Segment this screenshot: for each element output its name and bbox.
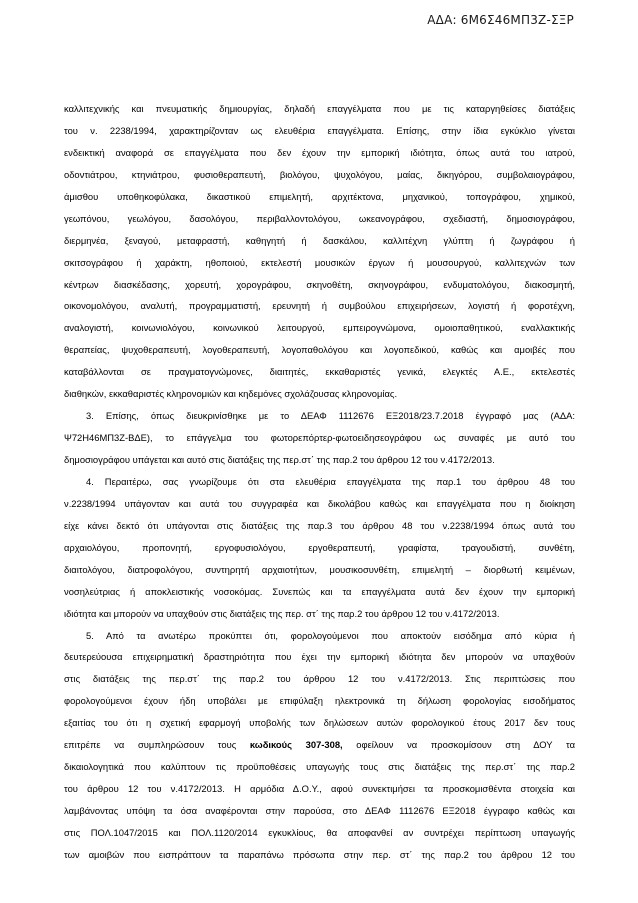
text-line: θεραπείας, ψυχοθεραπευτή, λογοθεραπευτή, λογοπαθολόγου και λογοπεδικού, καθώς και αμοιβές που: [64, 344, 575, 356]
paragraph-end-line: ιδιότητα και μπορούν να υπαχθούν στις διατάξεις της περ. στ΄ της παρ.2 του άρθρου 12 του ν.4172/2013.: [64, 607, 500, 619]
text-line: διερμηνέα, ξεναγού, μεταφραστή, καθηγητή ή δασκάλου, καλλιτέχνη γλύπτη ή ζωγράφου ή: [64, 234, 575, 246]
text-line: δευτερεύουσα επιχειρηματική δραστηριότητα που έχει την εμπορική ιδιότητα δεν μπορούν να υπαχθούν: [64, 651, 575, 663]
line-pre-text: επιτρέπε να συμπληρώσουν τους: [64, 739, 250, 751]
bold-tax-codes: κωδικούς 307-308,: [249, 739, 343, 751]
text-line: διαιτολόγου, διατροφολόγου, συντηρητή αρχαιοτήτων, μουσικοσυνθέτη, επιμελητή – διορθωτή κειμένων,: [64, 563, 575, 575]
text-line-with-bold-codes: [64, 734, 575, 756]
paragraph-end-line: δημοσιογράφου υπάγεται και αυτό στις διατάξεις της περ.στ΄ της παρ.2 του άρθρου 12 του ν.4172/2013.: [64, 454, 495, 465]
text-line: καταβάλλονται σε πραγματογνώμονες, διαιτητές, εκκαθαριστές γενικά, ελεγκτές Α.Ε., εκτελεστές: [64, 366, 575, 378]
text-line: άμισθου υποθηκοφύλακα, δικαστικού επιμελητή, αρχιτέκτονα, μηχανικού, τοπογράφου, χημικού,: [64, 190, 575, 202]
text-line: στις διατάξεις της περ.στ΄ της παρ.2 του άρθρου 12 του ν.4172/2013. Στις περιπτώσεις που: [64, 673, 575, 685]
text-line: εξαιτίας του ότι η σχετική εφαρμογή υποβολής των δηλώσεων αυτών φορολογικού έτους 2017 δεν τους: [64, 717, 575, 729]
text-line: του άρθρου 12 του ν.4172/2013. Η αρμόδια Δ.Ο.Υ., αφού συνεκτιμήσει τα προσκομισθέντα στοιχεία και: [64, 783, 575, 795]
text-line: δικαιολογητικά που καλύπτουν τις προϋποθέσεις υπαγωγής τους στις διατάξεις της περ.στ΄ της παρ.2: [64, 761, 575, 773]
text-line: είχε κάνει δεκτό ότι υπάγονται στις διατάξεις της παρ.3 του άρθρου 48 του ν.2238/1994 όπως αυτά του: [64, 519, 575, 531]
text-line: κέντρων διασκέδασης, χορευτή, χορογράφου, σκηνοθέτη, σκηνογράφου, ενδυματολόγου, διακοσμητή,: [64, 278, 575, 290]
paragraph-end-line: διαθηκών, εκκαθαριστές κληρονομιών και κηδεμόνες σχολάζουσας κληρονομίας.: [64, 388, 398, 400]
text-line: λαμβάνοντας υπόψη τα όσα αναφέρονται στην παρούσα, στο ΔΕΑΦ 1112676 ΕΞ2018 έγγραφο καθώς και: [64, 805, 575, 816]
paragraph-5-first-line: 5. Από τα ανωτέρω προκύπτει ότι, φορολογούμενοι που αποκτούν εισόδημα από κύρια ή: [86, 629, 575, 641]
paragraph-3-first-line: 3. Επίσης, όπως διευκρινίσθηκε με το ΔΕΑΦ 1112676 ΕΞ2018/23.7.2018 έγγραφό μας (ΑΔΑ:: [86, 410, 575, 422]
text-line: αναλογιστή, κοινωνιολόγου, κοινωνικού λειτουργού, εμπειρογνώμονα, ομοιοπαθητικού, εναλλακτικής: [64, 322, 575, 334]
document-body: [64, 98, 575, 866]
ada-identifier: ΑΔΑ: 6Μ6Σ46ΜΠ3Ζ-ΣΞΡ: [427, 13, 574, 27]
text-line: Ψ72Η46ΜΠ3Ζ-ΒΔΕ), το επάγγελμα του φωτορεπόρτερ-φωτοειδησεογράφου ως συναφές με αυτό του: [64, 432, 575, 444]
text-line: αρχαιολόγου, προπονητή, εργοφυσιολόγου, εργοθεραπευτή, γραφίστα, τραγουδιστή, συνθέτη,: [64, 541, 575, 553]
text-line: οδοντιάτρου, κτηνιάτρου, φυσιοθεραπευτή, βιολόγου, ψυχολόγου, μαίας, δικηγόρου, συμβολαιογράφου,: [64, 168, 575, 180]
text-line: ν.2238/1994 υπάγονταν και αυτά του συγγραφέα και δικολάβου καθώς και επαγγέλματα που η διοίκηση: [64, 497, 575, 509]
text-line: του ν. 2238/1994, χαρακτηρίζονταν ως ελευθέρια επαγγέλματα. Επίσης, στην ίδια εγκύκλιο γίνεται: [64, 124, 575, 136]
text-line: νοσηλεύτριας ή αποκλειστικής νοσοκόμας. Συνεπώς και τα επαγγέλματα αυτά δεν έχουν την εμπορική: [64, 585, 575, 597]
text-line: οικονομολόγου, αναλυτή, προγραμματιστή, ερευνητή ή συμβούλου επιχειρήσεων, λογιστή ή φοροτέχνη,: [64, 300, 575, 312]
text-line: των αμοιβών που εισπράττουν τα παραπάνω πρόσωπα στην περ. στ΄ της παρ.2 του άρθρου 12 του: [64, 848, 575, 860]
text-line: σκιτσογράφου ή χαράκτη, ηθοποιού, εκτελεστή μουσικών έργων ή μουσουργού, καλλιτεχνών των: [64, 256, 575, 268]
line-post-text: οφείλουν να προσκομίσουν στη ΔΟΥ τα: [342, 739, 575, 751]
text-line: ενδεικτική αναφορά σε επαγγέλματα που δεν έχουν την εμπορική ιδιότητα, όπως αυτά του ιατρού,: [64, 146, 575, 158]
text-line: γεωπόνου, γεωλόγου, δασολόγου, περιβαλλοντολόγου, ωκεανογράφου, σχεδιαστή, δημοσιογράφου,: [64, 212, 575, 224]
paragraph-4-first-line: 4. Περαιτέρω, σας γνωρίζουμε ότι στα ελευθέρια επαγγέλματα της παρ.1 του άρθρου 48 του: [86, 475, 575, 487]
text-line: καλλιτεχνικής και πνευματικής δημιουργίας, δηλαδή επαγγέλματα που με τις καταργηθείσες διατάξεις: [64, 103, 575, 114]
text-line: φορολογούμενοι έχουν ήδη υποβάλει με επιφύλαξη ηλεκτρονικά τη δήλωση φορολογίας εισοδήματος: [64, 695, 575, 707]
text-line: στις ΠΟΛ.1047/2015 και ΠΟΛ.1120/2014 εγκυκλίους, θα αποφανθεί αν συντρέχει περίπτωση υπαγωγής: [64, 826, 575, 838]
